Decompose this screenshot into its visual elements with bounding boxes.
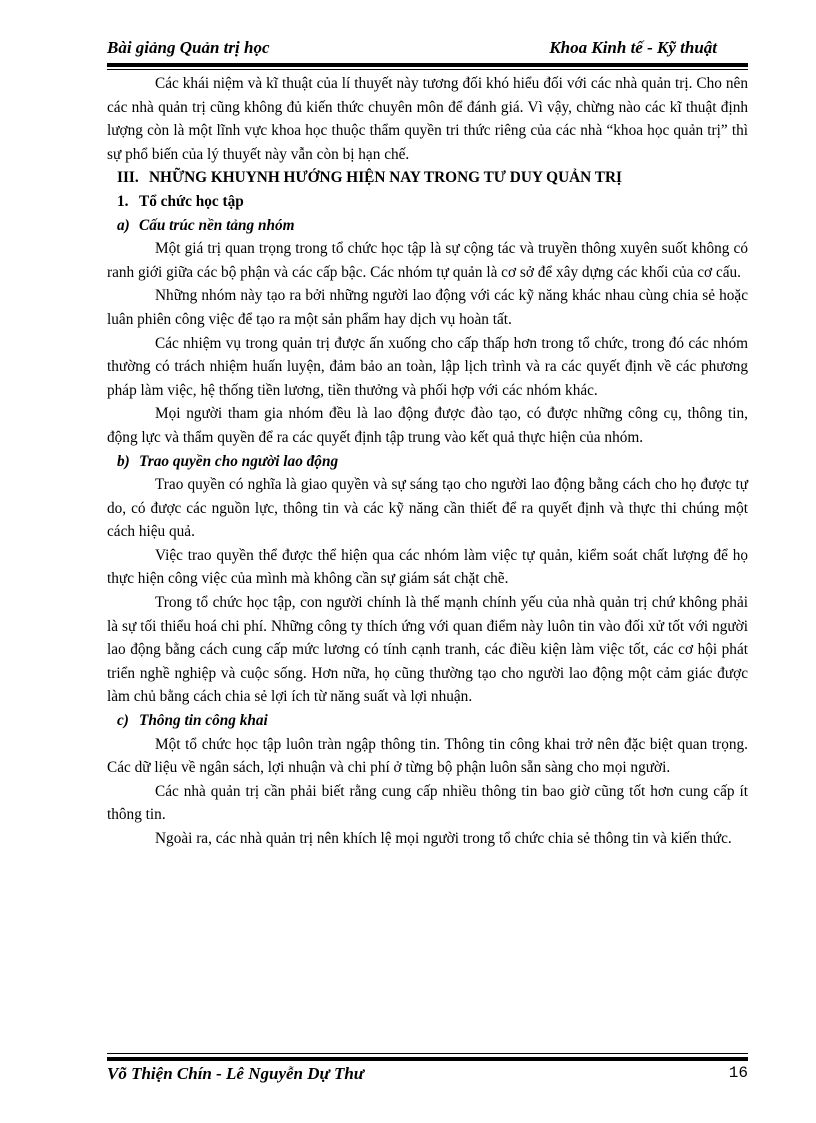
section-number: III. <box>117 169 139 187</box>
paragraph: Một tổ chức học tập luôn tràn ngập thông tin. Thông tin công khai trở nên đặc biệt quan trọng. Các dữ liệu về ngân sách, lợi nhuận và chi phí ở từng bộ phận luôn sẵn sàng cho mọi người. <box>107 735 748 777</box>
paragraph: Những nhóm này tạo ra bởi những người lao động với các kỹ năng khác nhau cùng chia sẻ hoặc luân phiên công việc để tạo ra một sản phẩm hay dịch vụ hoàn tất. <box>107 287 748 328</box>
paragraph: Việc trao quyền thể được thể hiện qua các nhóm làm việc tự quản, kiểm soát chất lượng để họ thực hiện công việc của mình mà không cần sự giám sát chặt chẽ. <box>107 546 748 588</box>
paragraph: Ngoài ra, các nhà quản trị nên khích lệ mọi người trong tổ chức chia sẻ thông tin và kiến thức. <box>155 830 732 847</box>
header-faculty: Khoa Kinh tế - Kỹ thuật <box>549 38 717 57</box>
paragraph: Trong tổ chức học tập, con người chính là thế mạnh chính yếu của nhà quản trị chứ không phải là sự tối thiểu hoá chi phí. Những công ty thích ứng với quan điểm này luôn tin vào đối xử tốt với người lao động bằng cách cung cấp mức lương có tính cạnh tranh, các điều kiện làm việc tốt, các cơ hội phát triển nghề nghiệp và cuộc sống. Hơn nữa, họ cũng thường tạo cho người lao động một cảm giác được làm chủ bằng cách chia sẻ lợi ích từ năng suất và lợi nhuận. <box>107 594 748 706</box>
page-content <box>107 72 748 851</box>
paragraph: Mọi người tham gia nhóm đều là lao động được đào tạo, có được những công cụ, thông tin, động lực và thẩm quyền để ra các quyết định tập trung vào kết quả thực hiện của nhóm. <box>107 405 748 446</box>
item-number: a) <box>117 216 130 234</box>
paragraph: Các khái niệm và kĩ thuật của lí thuyết này tương đối khó hiểu đối với các nhà quản trị. Cho nên các nhà quản trị cũng không đủ kiến thức chuyên môn để đánh giá. Vì vậy, chừng nào các kĩ thuật định lượng còn là một lĩnh vực khoa học thuộc thẩm quyền tri thức riêng của các nhà “khoa học quản trị” thì sự phổ biến của lý thuyết này vẫn còn bị hạn chế. <box>107 75 748 163</box>
page-number: 16 <box>728 1064 748 1082</box>
item-number: c) <box>117 712 129 730</box>
section-title: NHỮNG KHUYNH HƯỚNG HIỆN NAY TRONG TƯ DUY QUẢN TRỊ <box>149 169 622 187</box>
paragraph: Trao quyền có nghĩa là giao quyền và sự sáng tạo cho người lao động bằng cách cho họ được tự do, có được các nguồn lực, thông tin và các kỹ năng cần thiết để ra quyết định và thực thi chúng một cách hiệu quả. <box>107 476 748 541</box>
item-heading-a <box>107 214 748 238</box>
header-course-title: Bài giảng Quản trị học <box>107 38 270 57</box>
paragraph: Một giá trị quan trọng trong tổ chức học tập là sự cộng tác và truyền thông xuyên suốt không có ranh giới giữa các bộ phận và các cấp bậc. Các nhóm tự quản là cơ sở để xây dựng các khối của cơ cấu. <box>107 240 748 281</box>
item-number: b) <box>117 452 130 470</box>
section-heading <box>107 166 748 190</box>
page-header <box>107 36 717 62</box>
footer-rule-thin <box>107 1053 748 1054</box>
item-title: Cấu trúc nền tảng nhóm <box>139 216 295 234</box>
item-title: Trao quyền cho người lao động <box>139 452 339 470</box>
item-heading-b <box>107 450 748 474</box>
paragraph: Các nhà quản trị cần phải biết rằng cung cấp nhiều thông tin bao giờ cũng tốt hơn cung cấp ít thông tin. <box>107 782 748 824</box>
paragraph: Các nhiệm vụ trong quản trị được ấn xuống cho cấp thấp hơn trong tổ chức, trong đó các nhóm thường có trách nhiệm huấn luyện, đảm bảo an toàn, lập lịch trình và ra các quyết định về các phương pháp làm việc, hệ thống tiền lương, tiền thưởng và phối hợp với các nhóm khác. <box>107 334 748 399</box>
page-footer <box>107 1064 748 1088</box>
item-heading-c <box>107 709 748 733</box>
header-rule-thin <box>107 69 748 70</box>
footer-rule-thick <box>107 1057 748 1061</box>
subsection-title: Tổ chức học tập <box>139 192 244 210</box>
item-title: Thông tin công khai <box>139 712 268 730</box>
subsection-number: 1. <box>117 192 129 210</box>
footer-authors: Võ Thiện Chín - Lê Nguyễn Dự Thư <box>107 1064 364 1083</box>
subsection-heading <box>107 190 748 214</box>
header-rule-thick <box>107 63 748 67</box>
